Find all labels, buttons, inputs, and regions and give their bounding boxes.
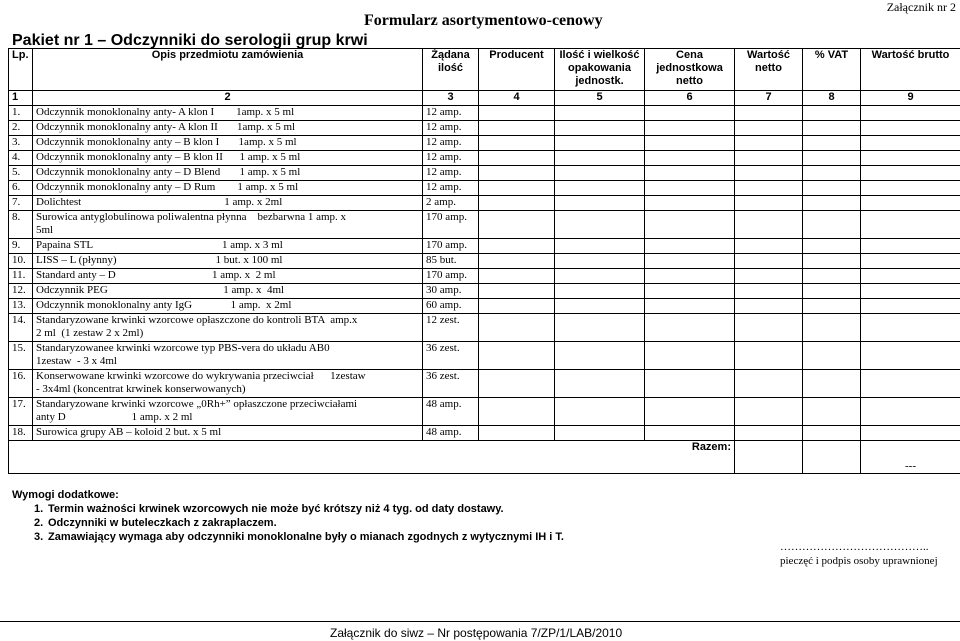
row-description bbox=[33, 121, 423, 136]
header-description: Opis przedmiotu zamówienia bbox=[33, 49, 423, 91]
row-qty: 36 zest. bbox=[423, 370, 479, 398]
row-empty-cell bbox=[479, 106, 555, 121]
row-empty-cell bbox=[861, 211, 960, 239]
row-description bbox=[33, 254, 423, 269]
row-empty-cell bbox=[555, 370, 645, 398]
row-empty-cell bbox=[645, 211, 735, 239]
row-description-line: Odczynnik monoklonalny anty – D Rum 1 amp. x 5 ml bbox=[36, 181, 299, 193]
row-description-line: Odczynnik PEG 1 amp. x 4ml bbox=[36, 284, 285, 296]
row-empty-cell bbox=[555, 314, 645, 342]
note-item bbox=[12, 502, 564, 516]
note-text: Termin ważności krwinek wzorcowych nie może być krótszy niż 4 tyg. od daty dostawy. bbox=[48, 503, 504, 515]
note-text: Zamawiający wymaga aby odczynniki monoklonalne były o mianach zgodnych z wytycznymi IH i T. bbox=[48, 531, 564, 543]
table-row bbox=[9, 166, 960, 181]
row-qty: 12 zest. bbox=[423, 314, 479, 342]
row-qty: 12 amp. bbox=[423, 106, 479, 121]
row-qty: 12 amp. bbox=[423, 121, 479, 136]
row-qty: 170 amp. bbox=[423, 211, 479, 239]
header-lp: Lp. bbox=[9, 49, 33, 91]
row-description-line2: anty D 1 amp. x 2 ml bbox=[36, 411, 193, 423]
table-row bbox=[9, 136, 960, 151]
row-empty-cell bbox=[861, 426, 960, 441]
row-lp: 9. bbox=[9, 239, 33, 254]
row-description-line: Standaryzowane krwinki wzorcowe opłaszczone do kontroli BTA amp.x bbox=[36, 314, 358, 326]
note-item bbox=[12, 516, 564, 530]
row-description bbox=[33, 136, 423, 151]
row-empty-cell bbox=[735, 166, 803, 181]
row-empty-cell bbox=[645, 299, 735, 314]
row-empty-cell bbox=[735, 314, 803, 342]
row-empty-cell bbox=[861, 151, 960, 166]
row-empty-cell bbox=[861, 254, 960, 269]
row-empty-cell bbox=[479, 370, 555, 398]
row-empty-cell bbox=[645, 398, 735, 426]
row-empty-cell bbox=[861, 398, 960, 426]
row-empty-cell bbox=[803, 196, 861, 211]
row-empty-cell bbox=[803, 398, 861, 426]
row-empty-cell bbox=[803, 239, 861, 254]
row-empty-cell bbox=[735, 211, 803, 239]
total-gross-value: --- bbox=[861, 441, 960, 474]
row-empty-cell bbox=[645, 239, 735, 254]
header-producer: Producent bbox=[479, 49, 555, 91]
row-qty: 60 amp. bbox=[423, 299, 479, 314]
row-empty-cell bbox=[645, 284, 735, 299]
row-empty-cell bbox=[861, 166, 960, 181]
row-empty-cell bbox=[803, 254, 861, 269]
row-empty-cell bbox=[645, 314, 735, 342]
row-description bbox=[33, 314, 423, 342]
row-empty-cell bbox=[645, 136, 735, 151]
note-number: 3. bbox=[34, 531, 44, 543]
table-header-row bbox=[9, 49, 960, 91]
row-empty-cell bbox=[555, 284, 645, 299]
table-row bbox=[9, 269, 960, 284]
row-qty: 12 amp. bbox=[423, 166, 479, 181]
row-empty-cell bbox=[803, 269, 861, 284]
row-lp: 18. bbox=[9, 426, 33, 441]
total-row bbox=[9, 441, 960, 474]
row-empty-cell bbox=[479, 254, 555, 269]
notes-title: Wymogi dodatkowe: bbox=[12, 489, 119, 501]
total-net-cell bbox=[735, 441, 803, 474]
row-qty: 48 amp. bbox=[423, 426, 479, 441]
row-empty-cell bbox=[735, 106, 803, 121]
items-table bbox=[8, 48, 960, 474]
colnum: 8 bbox=[803, 91, 861, 106]
table-row bbox=[9, 106, 960, 121]
footer-text: Załącznik do siwz – Nr postępowania 7/ZP/1/LAB/2010 bbox=[330, 626, 623, 640]
row-description-line: Odczynnik monoklonalny anty- A klon II 1amp. x 5 ml bbox=[36, 121, 296, 133]
colnum: 5 bbox=[555, 91, 645, 106]
row-empty-cell bbox=[479, 284, 555, 299]
row-empty-cell bbox=[861, 314, 960, 342]
row-empty-cell bbox=[479, 269, 555, 284]
row-empty-cell bbox=[735, 370, 803, 398]
row-lp: 17. bbox=[9, 398, 33, 426]
row-empty-cell bbox=[479, 136, 555, 151]
row-qty: 170 amp. bbox=[423, 269, 479, 284]
row-description bbox=[33, 426, 423, 441]
row-empty-cell bbox=[479, 181, 555, 196]
row-empty-cell bbox=[861, 269, 960, 284]
row-empty-cell bbox=[861, 121, 960, 136]
table-row bbox=[9, 398, 960, 426]
row-empty-cell bbox=[803, 151, 861, 166]
row-empty-cell bbox=[479, 398, 555, 426]
row-empty-cell bbox=[645, 426, 735, 441]
row-empty-cell bbox=[803, 166, 861, 181]
table-row bbox=[9, 181, 960, 196]
row-description-line: Odczynnik monoklonalny anty – B klon I 1amp. x 5 ml bbox=[36, 136, 297, 148]
row-description bbox=[33, 269, 423, 284]
row-empty-cell bbox=[803, 299, 861, 314]
row-empty-cell bbox=[479, 239, 555, 254]
row-empty-cell bbox=[735, 254, 803, 269]
row-empty-cell bbox=[555, 211, 645, 239]
table-row bbox=[9, 314, 960, 342]
row-empty-cell bbox=[645, 151, 735, 166]
attachment-label: Załącznik nr 2 bbox=[886, 0, 956, 14]
table-row bbox=[9, 342, 960, 370]
row-empty-cell bbox=[861, 106, 960, 121]
row-lp: 4. bbox=[9, 151, 33, 166]
row-description-line: Odczynnik monoklonalny anty- A klon I 1amp. x 5 ml bbox=[36, 106, 295, 118]
row-empty-cell bbox=[861, 239, 960, 254]
row-description-line: Standaryzowane krwinki wzorcowe „0Rh+” opłaszczone przeciwciałami bbox=[36, 398, 358, 410]
row-qty: 48 amp. bbox=[423, 398, 479, 426]
row-empty-cell bbox=[555, 254, 645, 269]
row-empty-cell bbox=[803, 106, 861, 121]
row-empty-cell bbox=[479, 196, 555, 211]
row-lp: 6. bbox=[9, 181, 33, 196]
row-qty: 36 zest. bbox=[423, 342, 479, 370]
form-title: Formularz asortymentowo-cenowy bbox=[364, 12, 603, 29]
row-empty-cell bbox=[861, 284, 960, 299]
row-qty: 30 amp. bbox=[423, 284, 479, 299]
row-qty: 85 but. bbox=[423, 254, 479, 269]
row-empty-cell bbox=[479, 151, 555, 166]
row-description bbox=[33, 106, 423, 121]
row-lp: 2. bbox=[9, 121, 33, 136]
row-description bbox=[33, 196, 423, 211]
footer-divider bbox=[0, 621, 960, 622]
row-empty-cell bbox=[479, 314, 555, 342]
signature-label: pieczęć i podpis osoby uprawnionej bbox=[780, 555, 938, 567]
table-row bbox=[9, 211, 960, 239]
row-lp: 3. bbox=[9, 136, 33, 151]
row-empty-cell bbox=[803, 136, 861, 151]
row-empty-cell bbox=[555, 196, 645, 211]
table-row bbox=[9, 239, 960, 254]
row-lp: 7. bbox=[9, 196, 33, 211]
row-description bbox=[33, 181, 423, 196]
row-empty-cell bbox=[735, 136, 803, 151]
row-description-line2: - 3x4ml (koncentrat krwinek konserwowanych) bbox=[36, 383, 246, 395]
row-description-line: Odczynnik monoklonalny anty – D Blend 1 amp. x 5 ml bbox=[36, 166, 301, 178]
row-empty-cell bbox=[803, 314, 861, 342]
row-empty-cell bbox=[479, 121, 555, 136]
row-empty-cell bbox=[555, 299, 645, 314]
row-empty-cell bbox=[645, 342, 735, 370]
row-description bbox=[33, 239, 423, 254]
total-vat-cell bbox=[803, 441, 861, 474]
row-empty-cell bbox=[645, 254, 735, 269]
row-description-line: Standaryzowanee krwinki wzorcowe typ PBS-vera do układu AB0 bbox=[36, 342, 330, 354]
row-empty-cell bbox=[735, 121, 803, 136]
header-qty: Żądana ilość bbox=[423, 49, 479, 91]
colnum: 2 bbox=[33, 91, 423, 106]
table-row bbox=[9, 151, 960, 166]
row-empty-cell bbox=[735, 398, 803, 426]
additional-requirements bbox=[12, 488, 564, 544]
total-label: Razem: bbox=[9, 441, 735, 474]
row-empty-cell bbox=[479, 299, 555, 314]
row-empty-cell bbox=[479, 426, 555, 441]
row-empty-cell bbox=[803, 370, 861, 398]
colnum: 1 bbox=[9, 91, 33, 106]
row-description bbox=[33, 166, 423, 181]
row-description bbox=[33, 398, 423, 426]
row-description bbox=[33, 211, 423, 239]
row-description bbox=[33, 284, 423, 299]
row-description bbox=[33, 370, 423, 398]
row-empty-cell bbox=[645, 196, 735, 211]
row-description bbox=[33, 151, 423, 166]
row-description-line: Dolichtest 1 amp. x 2ml bbox=[36, 196, 283, 208]
row-empty-cell bbox=[803, 284, 861, 299]
row-empty-cell bbox=[803, 426, 861, 441]
row-lp: 5. bbox=[9, 166, 33, 181]
row-empty-cell bbox=[645, 370, 735, 398]
row-empty-cell bbox=[861, 196, 960, 211]
row-description-line2: 1zestaw - 3 x 4ml bbox=[36, 355, 117, 367]
row-qty: 170 amp. bbox=[423, 239, 479, 254]
row-lp: 16. bbox=[9, 370, 33, 398]
colnum: 6 bbox=[645, 91, 735, 106]
row-description bbox=[33, 342, 423, 370]
header-pack: Ilość i wielkość opakowania jednostk. bbox=[555, 49, 645, 91]
row-qty: 12 amp. bbox=[423, 181, 479, 196]
row-empty-cell bbox=[861, 370, 960, 398]
row-empty-cell bbox=[555, 136, 645, 151]
row-qty: 12 amp. bbox=[423, 151, 479, 166]
row-lp: 8. bbox=[9, 211, 33, 239]
row-empty-cell bbox=[645, 269, 735, 284]
row-empty-cell bbox=[735, 151, 803, 166]
row-empty-cell bbox=[555, 166, 645, 181]
row-empty-cell bbox=[735, 299, 803, 314]
row-empty-cell bbox=[861, 342, 960, 370]
row-description-line2: 5ml bbox=[36, 224, 54, 236]
row-description-line: Standard anty – D 1 amp. x 2 ml bbox=[36, 269, 276, 281]
row-empty-cell bbox=[803, 342, 861, 370]
column-number-row bbox=[9, 91, 960, 106]
row-description-line: Odczynnik monoklonalny anty IgG 1 amp. x 2ml bbox=[36, 299, 292, 311]
row-empty-cell bbox=[555, 181, 645, 196]
row-empty-cell bbox=[555, 151, 645, 166]
row-empty-cell bbox=[735, 269, 803, 284]
row-empty-cell bbox=[803, 121, 861, 136]
table-row bbox=[9, 426, 960, 441]
row-empty-cell bbox=[735, 239, 803, 254]
colnum: 3 bbox=[423, 91, 479, 106]
row-empty-cell bbox=[645, 106, 735, 121]
row-description bbox=[33, 299, 423, 314]
row-empty-cell bbox=[735, 284, 803, 299]
header-vat: % VAT bbox=[803, 49, 861, 91]
table-row bbox=[9, 254, 960, 269]
row-lp: 14. bbox=[9, 314, 33, 342]
colnum: 7 bbox=[735, 91, 803, 106]
row-lp: 13. bbox=[9, 299, 33, 314]
header-net: Wartość netto bbox=[735, 49, 803, 91]
row-empty-cell bbox=[479, 211, 555, 239]
row-description-line: LISS – L (płynny) 1 but. x 100 ml bbox=[36, 254, 283, 266]
row-empty-cell bbox=[555, 121, 645, 136]
row-empty-cell bbox=[803, 181, 861, 196]
row-empty-cell bbox=[555, 239, 645, 254]
row-lp: 15. bbox=[9, 342, 33, 370]
row-empty-cell bbox=[555, 106, 645, 121]
package-title: Pakiet nr 1 – Odczynniki do serologii grup krwi bbox=[12, 32, 368, 49]
row-lp: 10. bbox=[9, 254, 33, 269]
row-description-line: Papaina STL 1 amp. x 3 ml bbox=[36, 239, 283, 251]
header-unit-price: Cena jednostkowa netto bbox=[645, 49, 735, 91]
note-item bbox=[12, 530, 564, 544]
row-qty: 2 amp. bbox=[423, 196, 479, 211]
row-empty-cell bbox=[735, 196, 803, 211]
row-empty-cell bbox=[555, 269, 645, 284]
row-empty-cell bbox=[861, 136, 960, 151]
row-lp: 1. bbox=[9, 106, 33, 121]
row-empty-cell bbox=[735, 426, 803, 441]
row-lp: 12. bbox=[9, 284, 33, 299]
row-description-line: Konserwowane krwinki wzorcowe do wykrywania przeciwciał 1zestaw bbox=[36, 370, 366, 382]
row-description-line: Odczynnik monoklonalny anty – B klon II 1 amp. x 5 ml bbox=[36, 151, 301, 163]
row-empty-cell bbox=[803, 211, 861, 239]
row-empty-cell bbox=[645, 166, 735, 181]
row-empty-cell bbox=[735, 181, 803, 196]
table-row bbox=[9, 370, 960, 398]
colnum: 4 bbox=[479, 91, 555, 106]
table-row bbox=[9, 284, 960, 299]
colnum: 9 bbox=[861, 91, 960, 106]
row-empty-cell bbox=[645, 181, 735, 196]
table-row bbox=[9, 121, 960, 136]
row-description-line: Surowica grupy AB – koloid 2 but. x 5 ml bbox=[36, 426, 222, 438]
row-lp: 11. bbox=[9, 269, 33, 284]
row-empty-cell bbox=[735, 342, 803, 370]
row-empty-cell bbox=[479, 342, 555, 370]
row-description-line2: 2 ml (1 zestaw 2 x 2ml) bbox=[36, 327, 144, 339]
table-row bbox=[9, 196, 960, 211]
row-empty-cell bbox=[555, 398, 645, 426]
row-empty-cell bbox=[861, 181, 960, 196]
row-empty-cell bbox=[645, 121, 735, 136]
row-empty-cell bbox=[479, 166, 555, 181]
row-description-line: Surowica antyglobulinowa poliwalentna płynna bezbarwna 1 amp. x bbox=[36, 211, 347, 223]
note-number: 1. bbox=[34, 503, 44, 515]
header-gross: Wartość brutto bbox=[861, 49, 960, 91]
signature-line: ………………………………….. bbox=[780, 541, 929, 553]
row-empty-cell bbox=[861, 299, 960, 314]
note-text: Odczynniki w buteleczkach z zakraplaczem. bbox=[48, 517, 277, 529]
table-row bbox=[9, 299, 960, 314]
row-empty-cell bbox=[555, 342, 645, 370]
row-qty: 12 amp. bbox=[423, 136, 479, 151]
row-empty-cell bbox=[555, 426, 645, 441]
note-number: 2. bbox=[34, 517, 44, 529]
